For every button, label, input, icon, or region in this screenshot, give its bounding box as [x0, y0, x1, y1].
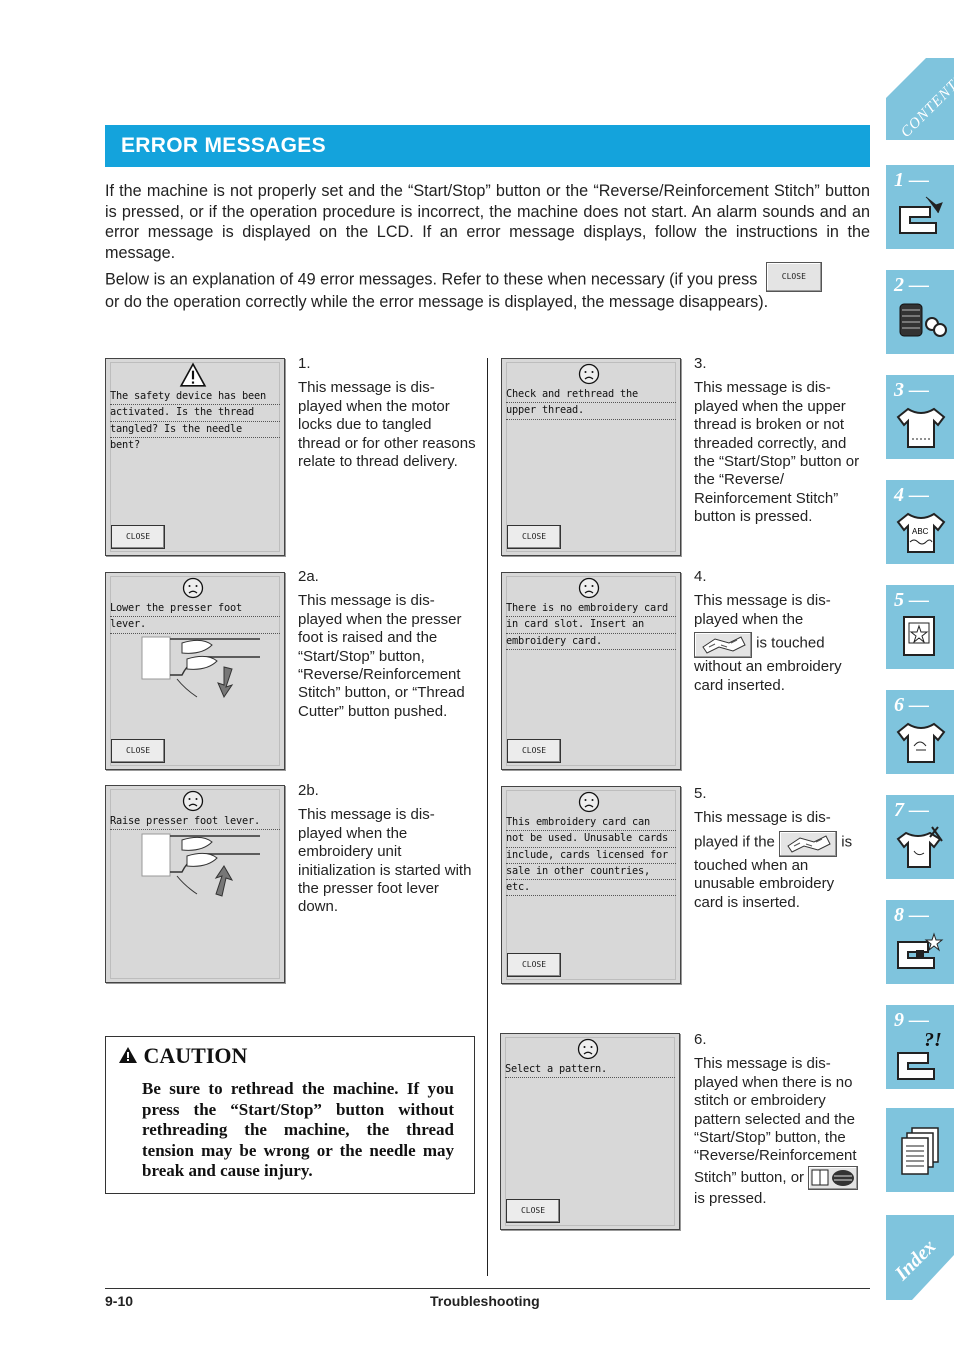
- lcd-screen-2a: [105, 572, 285, 770]
- description-text: touched when an unusable embroidery card is inserted.: [694, 856, 835, 911]
- embroidery-card-button-icon: [779, 831, 837, 857]
- lcd-screen-2b: [105, 785, 285, 983]
- message-line: include, cards licensed for: [506, 848, 676, 864]
- sad-face-icon: [578, 577, 600, 599]
- message-line: The safety device has been: [110, 389, 280, 405]
- sad-face-icon: [578, 791, 600, 813]
- message-line: This embroidery card can: [506, 815, 676, 831]
- tshirt-sewing-icon: [894, 825, 948, 871]
- message-line: Select a pattern.: [505, 1062, 675, 1078]
- tab-chapter-9[interactable]: [886, 1005, 954, 1089]
- description-text: This message is dis-played when the motor locks due to tangled thread or for other reasons relate to thread delivery.: [298, 379, 476, 471]
- description-1: [298, 355, 476, 471]
- tab-contents-label: CONTENTS: [898, 71, 968, 141]
- tshirt-design-icon: [894, 720, 948, 766]
- thread-spool-icon: [894, 298, 948, 344]
- pattern-book-button-icon: [808, 1166, 858, 1190]
- description-number: 3.: [694, 355, 707, 372]
- tab-number: 1 —: [894, 169, 929, 191]
- message-line: embroidery card.: [506, 634, 676, 650]
- intro-text-after: or do the operation correctly while the error message is displayed, the message disappears).: [105, 293, 769, 311]
- message-line: upper thread.: [506, 403, 676, 419]
- tab-index-label: Index: [890, 1235, 941, 1285]
- tab-number: 4 —: [894, 484, 929, 506]
- description-text: This message is dis-played when the: [694, 592, 831, 628]
- message-line: etc.: [506, 880, 676, 896]
- message-line: tangled? Is the needle: [110, 422, 280, 438]
- section-title: ERROR MESSAGES: [121, 134, 326, 157]
- close-button[interactable]: CLOSE: [111, 525, 165, 549]
- close-button[interactable]: CLOSE: [111, 739, 165, 763]
- presser-foot-raise-icon: [142, 832, 262, 898]
- tab-chapter-1[interactable]: [886, 165, 954, 249]
- page-number: 9-10: [105, 1293, 134, 1309]
- lcd-screen-1: [105, 358, 285, 556]
- caution-box: [105, 1036, 475, 1194]
- message-line: bent?: [110, 438, 140, 451]
- footer-section-title: Troubleshooting: [430, 1293, 540, 1309]
- close-button[interactable]: CLOSE: [507, 953, 561, 977]
- caution-text: Be sure to rethread the machine. If you press the “Start/Stop” button without rethreading the machine, the thread tension may be wrong or the needle may break and cause injury.: [142, 1079, 454, 1181]
- tab-chapter-2[interactable]: [886, 270, 954, 354]
- lcd-message: [505, 1062, 675, 1078]
- description-text: is pressed.: [694, 1189, 767, 1207]
- close-button-icon: CLOSE: [766, 262, 822, 292]
- sewing-machine-icon: [896, 193, 946, 239]
- presser-foot-lower-icon: [142, 635, 262, 701]
- description-text: is touched: [756, 634, 825, 652]
- description-text: Stitch” button, or: [694, 1168, 805, 1186]
- warning-icon: [180, 363, 206, 387]
- troubleshooting-icon: ?!: [924, 1029, 942, 1051]
- tab-number: 2 —: [894, 274, 929, 296]
- tshirt-icon: [894, 405, 948, 451]
- lcd-message: [506, 815, 676, 896]
- description-text: played if the: [694, 833, 775, 851]
- description-number: 2b.: [298, 782, 319, 799]
- tab-number: 9 —: [894, 1009, 929, 1031]
- close-button[interactable]: CLOSE: [506, 1199, 560, 1223]
- description-3: [694, 355, 866, 527]
- tab-number: 6 —: [894, 694, 929, 716]
- description-number: 2a.: [298, 568, 319, 585]
- tab-chapter-8[interactable]: [886, 900, 954, 984]
- tshirt-embroidery-icon: [894, 510, 948, 556]
- close-button[interactable]: CLOSE: [507, 739, 561, 763]
- tab-chapter-3[interactable]: [886, 375, 954, 459]
- message-line: in card slot. Insert an: [506, 617, 676, 633]
- description-number: 5.: [694, 785, 707, 802]
- sad-face-icon: [577, 1038, 599, 1060]
- description-text: This message is dis-played when the presser foot is raised and the “Start/Stop” button, “Reverse/Reinforcement Stitch” button, or “Thread Cutter” button pushed.: [298, 592, 465, 720]
- footer-rule: [105, 1288, 870, 1289]
- description-2a: [298, 568, 476, 721]
- message-line: Raise presser foot lever.: [110, 814, 280, 830]
- column-divider: [487, 358, 488, 1276]
- intro-paragraph: If the machine is not properly set and the “Start/Stop” button or the “Reverse/Reinforcement Stitch” button is pressed, or if the operation procedure is incorrect, the machine does not start. An alarm sounds and an error message is displayed on the LCD. If an error message displays, follow the instructions in the message.: [105, 182, 870, 262]
- description-text: This message is dis-played when the upper thread is broken or not threaded correctly, and the “Start/Stop” button or the “Reverse/ Reinforcement Stitch” button is pressed.: [694, 379, 860, 526]
- description-text: without an embroidery card inserted.: [694, 658, 842, 694]
- message-line: sale in other countries,: [506, 864, 676, 880]
- intro-paragraph-2: [105, 268, 870, 313]
- message-line: Lower the presser foot: [110, 601, 280, 617]
- section-header: [105, 125, 870, 167]
- description-6: [694, 1031, 866, 1208]
- tab-appendix[interactable]: [886, 1108, 954, 1192]
- lcd-message: [506, 387, 676, 420]
- description-text: This message is dis-played when there is no stitch or embroidery pattern selected and the “Start/Stop” button, the “Reverse/Reinforcement: [694, 1055, 857, 1165]
- sad-face-icon: [182, 577, 204, 599]
- message-line: There is no embroidery card: [506, 601, 676, 617]
- warning-icon: [118, 1046, 138, 1064]
- lcd-message: [506, 601, 676, 650]
- description-number: 4.: [694, 568, 707, 585]
- lcd-message: [110, 601, 280, 634]
- embroidery-label: ABC: [912, 527, 929, 536]
- description-5: [694, 785, 866, 912]
- documents-icon: [898, 1126, 948, 1180]
- lcd-screen-3: [501, 358, 681, 556]
- lcd-screen-5: [501, 786, 681, 984]
- tab-number: 7 —: [894, 799, 929, 821]
- message-line: Check and rethread the: [506, 387, 676, 403]
- message-line: not be used. Unusable cards: [506, 831, 676, 847]
- intro-text-before: Below is an explanation of 49 error messages. Refer to these when necessary (if you press: [105, 270, 758, 289]
- lcd-screen-6: [500, 1033, 680, 1230]
- tab-number: 8 —: [894, 904, 929, 926]
- description-text: is: [841, 833, 853, 851]
- tab-chapter-5[interactable]: [886, 585, 954, 669]
- description-2b: [298, 782, 476, 917]
- message-line: activated. Is the thread: [110, 405, 280, 421]
- tab-chapter-7[interactable]: [886, 795, 954, 879]
- embroidery-card-button-icon: [694, 632, 752, 658]
- description-number: 6.: [694, 1031, 707, 1048]
- embroidery-frame-icon: [894, 613, 948, 661]
- tab-chapter-4[interactable]: [886, 480, 954, 564]
- tab-chapter-6[interactable]: [886, 690, 954, 774]
- description-number: 1.: [298, 355, 311, 372]
- sewing-machine-icon: [894, 1039, 948, 1085]
- caution-heading: [118, 1043, 247, 1069]
- description-4: [694, 568, 866, 695]
- tab-number: 5 —: [894, 589, 929, 611]
- tab-contents[interactable]: [886, 58, 968, 141]
- tab-number: 3 —: [894, 379, 929, 401]
- sad-face-icon: [182, 790, 204, 812]
- close-button[interactable]: CLOSE: [507, 525, 561, 549]
- tab-index[interactable]: [886, 1215, 954, 1300]
- lcd-message: [110, 814, 280, 830]
- caution-title: CAUTION: [143, 1043, 248, 1068]
- description-text: This message is dis-: [694, 809, 831, 827]
- description-text: This message is dis-played when the embroidery unit initialization is started with the presser foot lever down.: [298, 806, 472, 916]
- lcd-screen-4: [501, 572, 681, 770]
- message-line: lever.: [110, 617, 280, 633]
- maintenance-icon: [894, 928, 948, 974]
- sad-face-icon: [578, 363, 600, 385]
- lcd-message: [110, 389, 280, 453]
